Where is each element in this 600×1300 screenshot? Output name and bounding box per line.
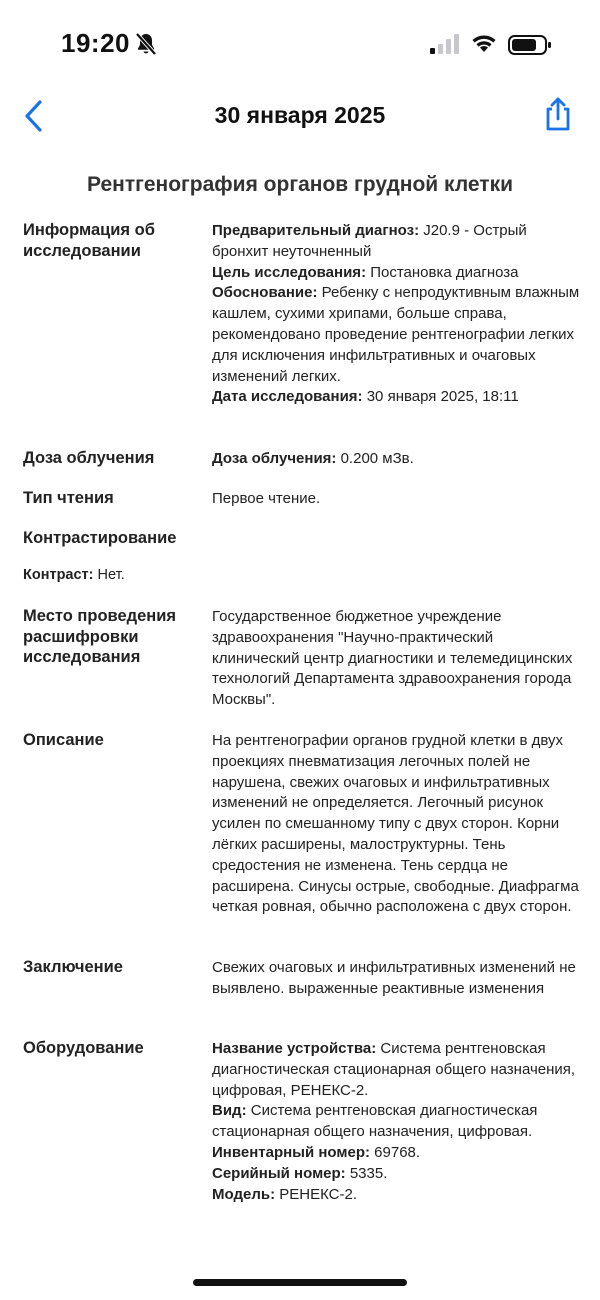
serial-key: Серийный номер: xyxy=(212,1164,346,1182)
purpose-key: Цель исследования: xyxy=(212,263,367,281)
section-equipment-label: Оборудование xyxy=(23,1039,144,1057)
contrast-key: Контраст: xyxy=(23,567,94,583)
basis-value: Ребенку с непродуктивным влажным кашлем, сухими хрипами, больше справа, рекомендовано проведение рентгенографии легких для исключения инфильтративных и очаговых изменений легких. xyxy=(212,284,580,385)
section-reading-value: Первое чтение. xyxy=(212,490,321,507)
section-dose-value xyxy=(212,449,582,470)
section-conclusion-label: Заключение xyxy=(23,958,123,976)
status-time: 19:20 xyxy=(61,28,130,58)
page-title: Рентгенография органов грудной клетки xyxy=(86,173,513,196)
section-equipment-value xyxy=(212,1039,582,1205)
section-reading-label: Тип чтения xyxy=(23,489,114,507)
diagnosis-key: Предварительный диагноз: xyxy=(212,222,420,239)
basis-key: Обоснование: xyxy=(212,284,318,302)
home-indicator[interactable] xyxy=(193,1279,407,1286)
share-icon[interactable] xyxy=(543,96,573,132)
battery-icon xyxy=(508,34,552,56)
date-value: 30 января 2025, 18:11 xyxy=(362,388,519,406)
section-place-label: Место проведения расшифровки исследования xyxy=(23,607,177,666)
device-name-key: Название устройства: xyxy=(212,1040,377,1057)
contrast-value-line xyxy=(23,567,125,583)
section-info-value xyxy=(212,221,582,408)
section-conclusion-value: Свежих очаговых и инфильтративных изменений не выявлено. выраженные реактивные изменения xyxy=(212,959,576,997)
inventory-key: Инвентарный номер: xyxy=(212,1143,370,1161)
section-description-label: Описание xyxy=(23,731,104,749)
dose-key: Доза облучения: xyxy=(212,450,337,467)
diagnosis-value: J20.9 - Острый бронхит неуточненный xyxy=(212,222,527,260)
dose-value: 0.200 мЗв. xyxy=(336,450,414,467)
inventory-value: 69768. xyxy=(370,1143,421,1161)
bell-slash-icon xyxy=(133,31,159,57)
cellular-signal-icon xyxy=(430,33,462,55)
device-type-key: Вид: xyxy=(212,1102,247,1120)
section-dose-label: Доза облучения xyxy=(23,449,155,467)
date-key: Дата исследования: xyxy=(212,388,363,406)
wifi-icon xyxy=(470,32,498,54)
nav-title: 30 января 2025 xyxy=(214,102,386,128)
contrast-value: Нет. xyxy=(93,567,125,583)
section-contrast-label: Контрастирование xyxy=(23,529,177,547)
device-name-value: Система рентгеновская диагностическая стационарная общего назначения, цифровая, РЕНЕКС-2. xyxy=(212,1040,576,1099)
model-key: Модель: xyxy=(212,1185,276,1203)
status-bar xyxy=(0,0,600,90)
serial-value: 5335. xyxy=(345,1164,388,1182)
section-info-label: Информация об исследовании xyxy=(23,221,155,260)
device-type-value: Система рентгеновская диагностическая стационарная общего назначения, цифровая. xyxy=(212,1102,538,1141)
section-description-value: На рентгенографии органов грудной клетки в двух проекциях пневматизация легочных полей не нарушена, свежих очаговых и инфильтративных изменений не определяется. Легочный рисунок усилен по смешанному типу с двух сторон. Корни лёгких расширены, малоструктурны. Тень средостения не изменена. Тень сердца не расширена. Синусы острые, свободные. Диафрагма четкая ровная, обычно расположена с двух сторон. xyxy=(212,732,579,916)
model-value: РЕНЕКС-2. xyxy=(275,1185,357,1203)
purpose-value: Постановка диагноза xyxy=(366,263,519,281)
section-place-value: Государственное бюджетное учреждение здравоохранения "Научно-практический клинический центр диагностики и телемедицинских технологий Департамента здравоохранения города Москвы". xyxy=(212,608,573,709)
